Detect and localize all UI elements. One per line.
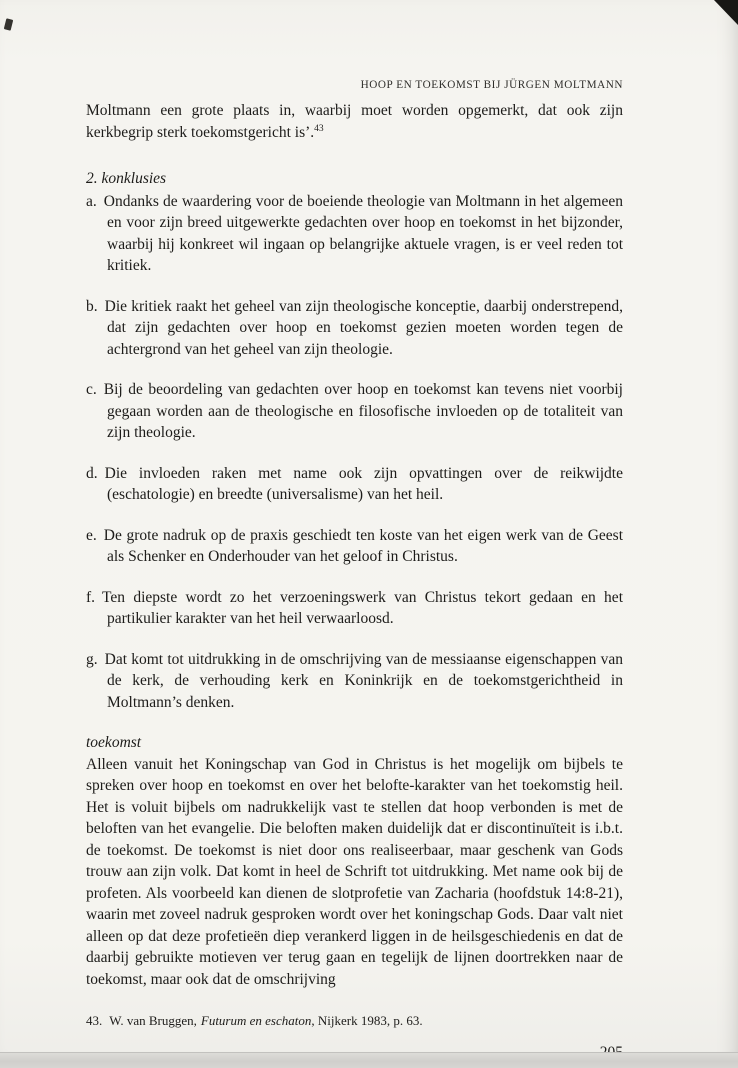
list-item-label: f.: [86, 588, 96, 606]
scan-artifact-bottom-edge: [0, 1052, 738, 1068]
list-item-label: d.: [86, 464, 98, 482]
toekomst-paragraph: Alleen vanuit het Koningschap van God in Christus is het mogelijk om bijbels te spreken over hoop en toekomst en over het belofte-karakter van het toekomstig heil. Het is voluit bijbels om nadrukkelijk vast te stellen dat hoop verbonden is met de beloften van het evangelie. Die beloften maken duidelijk dat er discontinuïteit is i.b.t. de toekomst. De toekomst is niet door ons realiseerbaar, maar geschenk van Gods trouw aan zijn volk. Dat komt in heel de Schrift tot uitdrukking. Met name ook bij de profeten. Als voorbeeld kan dienen de slotprofetie van Zacharia (hoofdstuk 14:8-21), waarin met zoveel nadruk gesproken wordt over het koningschap Gods. Daar valt niet alleen op dat deze profetieën diep verankerd liggen in de heilsgeschiedenis en dat de daarbij gebruikte motieven ver terug gaan en tegelijk de lijnen doortrekken naar de toekomst, maar ook dat de omschrijving: [86, 755, 623, 988]
list-item-text: Die kritiek raakt het geheel van zijn theologische konceptie, daarbij onderstrepend, dat zijn gedachten over hoop en toekomst gezien moeten worden tegen de achtergrond van het geheel van zijn theologie.: [104, 297, 623, 358]
footnote-book-title: Futurum en eschaton: [200, 1013, 312, 1028]
section-heading-konklusies: 2. konklusies: [86, 170, 167, 187]
list-item-label: c.: [86, 381, 97, 398]
list-item-label: g.: [86, 650, 98, 668]
intro-paragraph: [86, 100, 623, 143]
intro-text: Moltmann een grote plaats in, waarbij moet worden opgemerkt, dat ook zijn kerkbegrip sterk toekomstgericht is’.: [86, 102, 623, 141]
list-item-text: Ondanks de waardering voor de boeiende theologie van Moltmann in het algemeen en voor zijn breed uitgewerkte gedachten over hoop en toekomst in het bijzonder, waarbij hij konkreet wil ingaan op belangrijke aktuele vragen, is er veel reden tot kritiek.: [103, 192, 623, 274]
running-head: HOOP EN TOEKOMST BIJ JÜRGEN MOLTMANN: [360, 79, 623, 91]
list-item-label: b.: [86, 297, 98, 315]
list-item-text: Die invloeden raken met name ook zijn opvattingen over de reikwijdte (eschatologie) en breedte (universalisme) van het heil.: [104, 464, 623, 503]
list-item-text: De grote nadruk op de praxis geschiedt ten koste van het eigen werk van de Geest als Schenker en Onderhouder van het geloof in Christus.: [103, 526, 623, 565]
footnote-number: 43.: [86, 1013, 103, 1028]
list-item-e: [86, 525, 623, 568]
list-item-text: Ten diepste wordt zo het verzoeningswerk van Christus tekort gedaan en het partikulier karakter van het heil verwaarloosd.: [102, 588, 623, 627]
konklusies-list: [86, 191, 623, 714]
list-item-d: [86, 463, 623, 506]
list-item-g: [86, 649, 623, 714]
list-item-a: [86, 191, 623, 277]
list-item-f: [86, 587, 623, 630]
list-item-b: [86, 296, 623, 361]
section-heading-toekomst: toekomst: [86, 734, 142, 751]
scan-artifact-top-left: [4, 18, 13, 30]
scan-artifact-top-right-corner: [714, 0, 738, 25]
footnote: [86, 1012, 623, 1029]
footnote-publication: , Nijkerk 1983, p. 63.: [311, 1013, 423, 1028]
text-block: [86, 100, 623, 1064]
list-item-text: Dat komt tot uitdrukking in de omschrijving van de messiaanse eigenschappen van de kerk, de verhouding kerk en Koninkrijk en de toekomstgerichtheid in Moltmann’s denken.: [104, 650, 623, 711]
list-item-label: e.: [86, 526, 97, 544]
footnote-reference-marker: 43: [314, 123, 324, 134]
list-item-text: Bij de beoordeling van gedachten over hoop en toekomst kan tevens niet voorbij gegaan worden aan de theologische en filosofische invloeden op de totaliteit van zijn theologie.: [103, 381, 623, 441]
list-item-label: a.: [86, 192, 97, 210]
footnote-author: W. van Bruggen,: [109, 1013, 197, 1028]
list-item-c: [86, 379, 623, 444]
